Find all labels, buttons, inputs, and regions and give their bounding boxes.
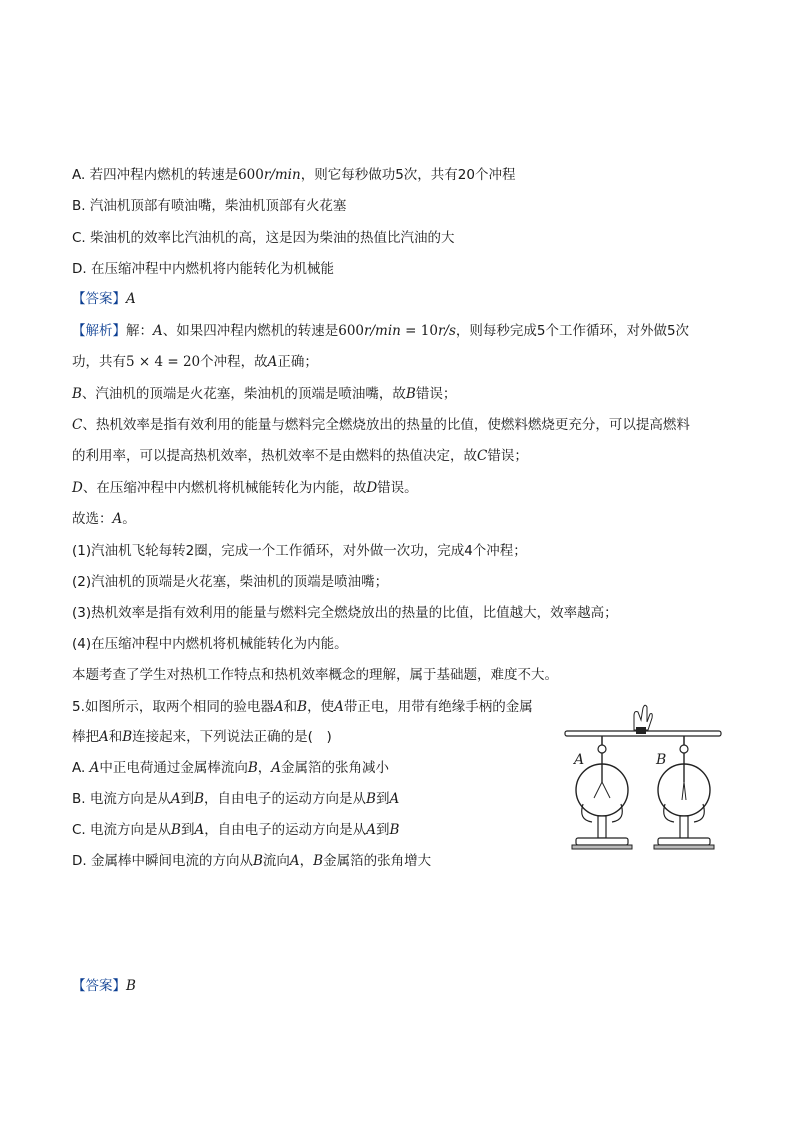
var: B bbox=[366, 791, 376, 807]
var: C bbox=[477, 448, 488, 464]
option-a bbox=[72, 166, 515, 184]
analysis-label: 【解析】 bbox=[72, 323, 126, 339]
var: A bbox=[267, 354, 278, 370]
analysis-line-2 bbox=[72, 353, 318, 371]
question5-option-a bbox=[72, 759, 389, 777]
text: 解： bbox=[126, 323, 153, 339]
text: 中正电荷通过金属棒流向 bbox=[99, 760, 248, 776]
var: B bbox=[72, 386, 82, 402]
var: B bbox=[297, 699, 308, 715]
text: 到 bbox=[180, 822, 195, 838]
text: 流向 bbox=[262, 853, 290, 869]
text: 的利用率，可以提高热机效率，热机效率不是由燃料的热值决定，故 bbox=[72, 448, 477, 464]
question5-option-b bbox=[72, 790, 399, 808]
option-a-text: A. 若四冲程内燃机的转速是 bbox=[72, 167, 239, 183]
formula: 5 × 4 = 20 bbox=[126, 354, 201, 370]
text: 5.如图所示，取两个相同的验电器 bbox=[72, 699, 274, 715]
var: B bbox=[122, 729, 133, 745]
analysis-line-8: (1)汽油机飞轮每转2圈，完成一个工作循环，对外做一次功，完成4个冲程； bbox=[72, 543, 527, 559]
var: C bbox=[72, 417, 83, 433]
var: D bbox=[72, 480, 83, 496]
question5-option-c bbox=[72, 821, 399, 839]
text: 带正电，用带有绝缘手柄的金属 bbox=[343, 699, 533, 715]
var: A bbox=[289, 853, 300, 869]
var: B bbox=[405, 386, 416, 402]
analysis-line-6 bbox=[72, 479, 418, 497]
text: 到 bbox=[180, 791, 195, 807]
analysis-line-10: (3)热机效率是指有效利用的能量与燃料完全燃烧放出的热量的比值，比值越大，效率越高； bbox=[72, 605, 618, 621]
answer-label: 【答案】 bbox=[72, 291, 126, 307]
text: 个冲程，故 bbox=[200, 354, 268, 370]
text: 、在压缩冲程中内燃机将机械能转化为内能，故 bbox=[82, 480, 367, 496]
text: 到 bbox=[375, 822, 390, 838]
var: A bbox=[89, 760, 100, 776]
var: A bbox=[334, 699, 344, 715]
question5-option-d bbox=[72, 852, 431, 870]
text: 到 bbox=[375, 791, 390, 807]
label-a: A bbox=[574, 752, 585, 768]
text: 正确； bbox=[277, 354, 318, 370]
text: 错误； bbox=[415, 386, 457, 402]
var: A bbox=[153, 323, 163, 339]
var: B bbox=[252, 853, 263, 869]
analysis-line-9: (2)汽油机的顶端是火花塞，柴油机的顶端是喷油嘴； bbox=[72, 574, 389, 590]
text: 错误。 bbox=[377, 480, 418, 496]
electroscope-diagram bbox=[562, 700, 724, 858]
answer-q5 bbox=[72, 977, 136, 995]
var: B bbox=[171, 822, 181, 838]
analysis-line-5 bbox=[72, 447, 528, 465]
unit: r/s bbox=[437, 323, 456, 339]
var: A bbox=[170, 791, 181, 807]
text: 和 bbox=[283, 699, 298, 715]
text: ，自由电子的运动方向是从 bbox=[204, 791, 367, 807]
text: ， bbox=[299, 853, 314, 869]
text: 、汽油机的顶端是火花塞，柴油机的顶端是喷油嘴，故 bbox=[81, 386, 406, 402]
text: ，则每秒完成5个工作循环，对外做5次 bbox=[455, 323, 690, 339]
num: 600 bbox=[338, 323, 365, 339]
text: C. 电流方向是从 bbox=[72, 822, 172, 838]
text: D. 金属棒中瞬间电流的方向从 bbox=[72, 853, 253, 869]
text: 金属箔的张角增大 bbox=[323, 853, 432, 869]
analysis-line-3 bbox=[72, 385, 456, 403]
answer-value: B bbox=[126, 978, 136, 994]
question5-stem-2 bbox=[72, 728, 332, 746]
var: B bbox=[194, 791, 205, 807]
text: 和 bbox=[108, 729, 123, 745]
text: 错误； bbox=[487, 448, 528, 464]
answer-label: 【答案】 bbox=[72, 978, 126, 994]
text: 、如果四冲程内燃机的转速是 bbox=[162, 323, 339, 339]
var: A bbox=[194, 822, 205, 838]
option-b: B. 汽油机顶部有喷油嘴，柴油机顶部有火花塞 bbox=[72, 198, 347, 214]
text: 棒把 bbox=[72, 729, 99, 745]
var: A bbox=[273, 699, 284, 715]
text: 、热机效率是指有效利用的能量与燃料完全燃烧放出的热量的比值，使燃料燃烧更充分，可以提高燃料 bbox=[82, 417, 690, 433]
text: ，自由电子的运动方向是从 bbox=[204, 822, 367, 838]
text: 功，共有 bbox=[72, 354, 126, 370]
var: B bbox=[313, 853, 324, 869]
analysis-line-1 bbox=[72, 322, 689, 340]
unit: r/min bbox=[364, 323, 401, 339]
var: A bbox=[366, 822, 376, 838]
option-a-unit: r/min bbox=[263, 167, 301, 183]
var: A bbox=[112, 511, 123, 527]
analysis-line-12: 本题考查了学生对热机工作特点和热机效率概念的理解，属于基础题，难度不大。 bbox=[72, 667, 558, 683]
text: A. bbox=[72, 760, 90, 776]
text: 连接起来，下列说法正确的是( ) bbox=[132, 729, 332, 745]
text: ， bbox=[257, 760, 272, 776]
num: = 10 bbox=[400, 323, 438, 339]
var: B bbox=[247, 760, 258, 776]
text: 。 bbox=[122, 511, 136, 527]
hand-icon bbox=[634, 705, 652, 734]
answer-q4 bbox=[72, 290, 136, 308]
var: A bbox=[389, 791, 400, 807]
text: ，使 bbox=[307, 699, 335, 715]
electroscope-figure bbox=[562, 700, 724, 858]
option-d: D. 在压缩冲程中内燃机将内能转化为机械能 bbox=[72, 261, 334, 277]
analysis-line-4 bbox=[72, 416, 690, 434]
option-a-number: 600 bbox=[238, 167, 264, 183]
option-a-text-end: ，则它每秒做功5次，共有20个冲程 bbox=[300, 167, 516, 183]
option-c: C. 柴油机的效率比汽油机的高，这是因为柴油的热值比汽油的大 bbox=[72, 230, 455, 246]
analysis-line-7 bbox=[72, 510, 136, 528]
question5-stem-1 bbox=[72, 698, 533, 716]
var: A bbox=[99, 729, 109, 745]
var: B bbox=[389, 822, 400, 838]
text: B. 电流方向是从 bbox=[72, 791, 171, 807]
text: 金属箔的张角减小 bbox=[281, 760, 390, 776]
analysis-line-11: (4)在压缩冲程中内燃机将机械能转化为内能。 bbox=[72, 636, 348, 652]
var: A bbox=[271, 760, 282, 776]
label-b: B bbox=[656, 752, 667, 768]
answer-value: A bbox=[126, 291, 136, 307]
text: 故选： bbox=[72, 511, 113, 527]
var: D bbox=[366, 480, 378, 496]
